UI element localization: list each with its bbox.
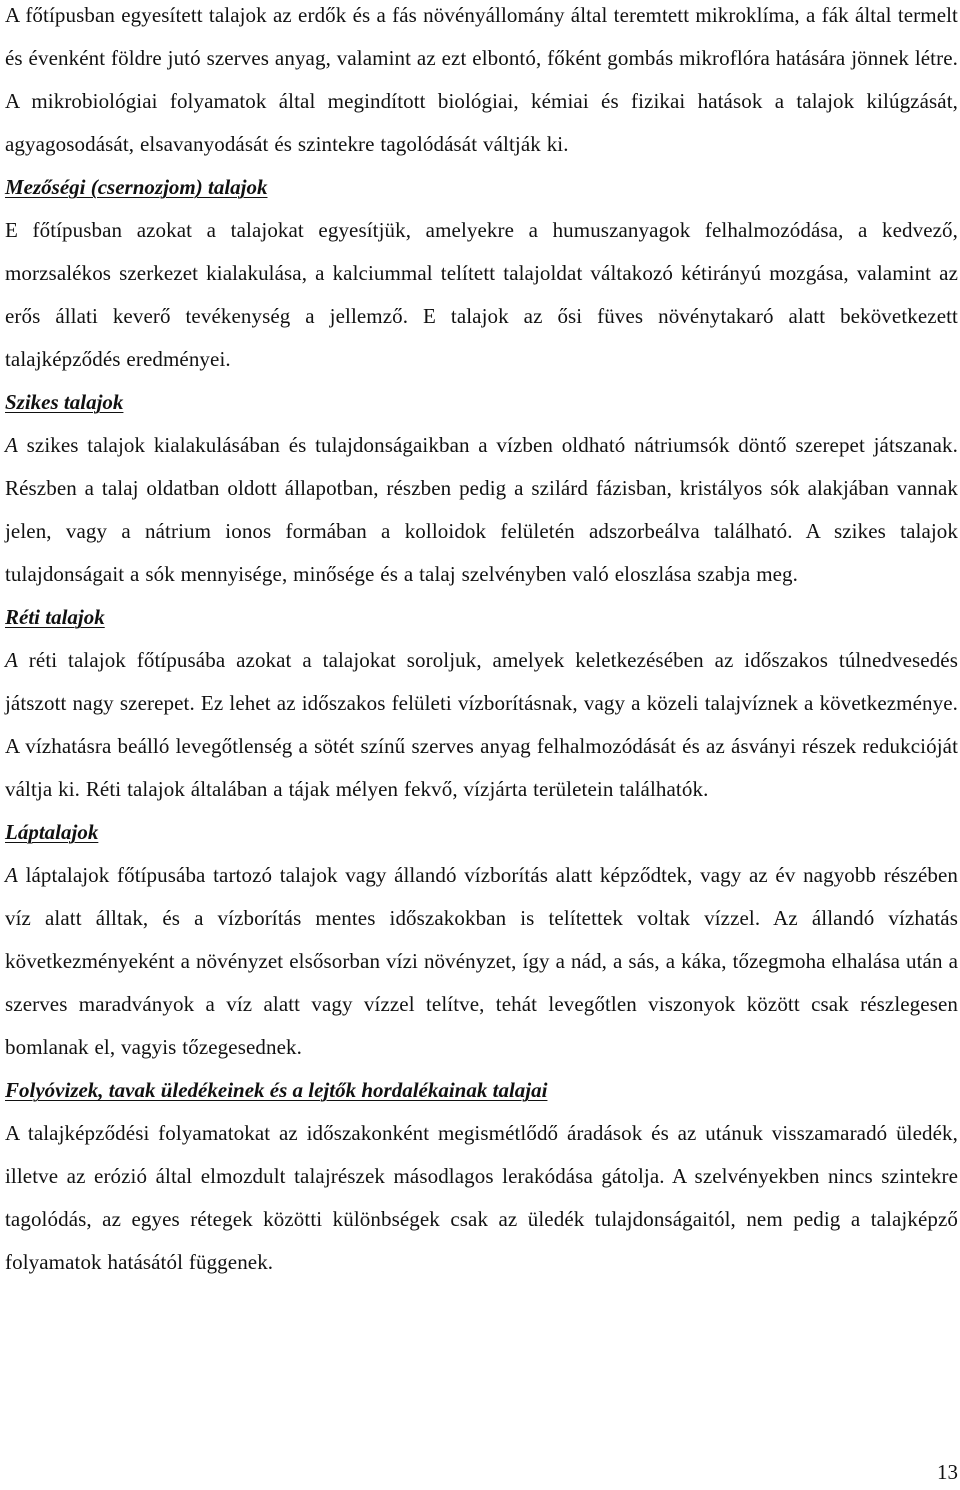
- intro-paragraph: A főtípusban egyesített talajok az erdők és a fás növényállomány által teremtett mikroklíma, a fák által termelt és évenként földre jutó szerves anyag, valamint az ezt elbontó, főként gombás mikroflóra hatására jönnek létre. A mikrobiológiai folyamatok által megindított biológiai, kémiai és fizikai hatások a talajok kilúgzását, agyagosodását, elsavanyodását és szintekre tagolódását váltják ki.: [5, 3, 958, 156]
- paragraph-text: szikes talajok kialakulásában és tulajdonságaikban a vízben oldható nátriumsók döntő szerepet játszanak. Részben a talaj oldatban oldott állapotban, részben pedig a szilárd fázisban, kristályos sók alakjában vannak jelen, vagy a nátrium ionos formában a kolloidok felületén adszorbeálva található. A szikes talajok tulajdonságait a sók mennyisége, minősége és a talaj szelvényben való eloszlása szabja meg.: [5, 433, 958, 586]
- page-number: 13: [937, 1460, 958, 1484]
- section-heading-szikes: [5, 381, 958, 424]
- paragraph-text: réti talajok főtípusába azokat a talajokat soroljuk, amelyek keletkezésében az időszakos túlnedvesedés játszott nagy szerepet. Ez lehet az időszakos felületi vízborításnak, vagy a közeli talajvíznek a következménye. A vízhatásra beálló levegőtlenség a sötét színű szerves anyag felhalmozódását és az ásványi részek redukcióját váltja ki. Réti talajok általában a tájak mélyen fekvő, vízjárta területein találhatók.: [5, 648, 958, 801]
- section-body-lap: [5, 854, 958, 1069]
- heading-text: Láptalajok: [5, 820, 99, 844]
- heading-text: Réti talajok: [5, 605, 105, 629]
- paragraph-lead: A: [5, 863, 18, 887]
- paragraph-lead: A: [5, 648, 18, 672]
- section-heading-lap: [5, 811, 958, 854]
- heading-text: Mezőségi (csernozjom) talajok: [5, 175, 268, 199]
- heading-text: Folyóvizek, tavak üledékeinek és a lejtők hordalékainak talajai: [5, 1078, 548, 1102]
- paragraph-text: láptalajok főtípusába tartozó talajok vagy állandó vízborítás alatt képződtek, vagy az év nagyobb részében víz alatt álltak, és a vízborítás mentes időszakokban is telítettek voltak vízzel. Az állandó vízhatás következményeként a növényzet elsősorban vízi növényzet, így a nád, a sás, a káka, tőzegmoha elhalása után a szerves maradványok a víz alatt vagy vízzel telítve, tehát levegőtlen viszonyok között csak részlegesen bomlanak el, vagyis tőzegesednek.: [5, 863, 958, 1059]
- heading-text: Szikes talajok: [5, 390, 124, 414]
- section-heading-reti: [5, 596, 958, 639]
- paragraph-lead: A: [5, 433, 18, 457]
- section-heading-folyovizek: [5, 1069, 958, 1112]
- section-body-folyovizek: [5, 1112, 958, 1284]
- document-body: [5, 0, 958, 1284]
- section-body-szikes: [5, 424, 958, 596]
- paragraph-text: E főtípusban azokat a talajokat egyesítjük, amelyekre a humuszanyagok felhalmozódása, a kedvező, morzsalékos szerkezet kialakulása, a kalciummal telített talajoldat váltakozó kétirányú mozgása, valamint az erős állati keverő tevékenység a jellemző. E talajok az ősi füves növénytakaró alatt bekövetkezett talajképződés eredményei.: [5, 218, 958, 371]
- section-body-mezosegi: [5, 209, 958, 381]
- section-heading-mezosegi: [5, 166, 958, 209]
- paragraph-text: A talajképződési folyamatokat az időszakonként megismétlődő áradások és az utánuk visszamaradó üledék, illetve az erózió által elmozdult talajrészek másodlagos lerakódása gátolja. A szelvényekben nincs szintekre tagolódás, az egyes rétegek közötti különbségek csak az üledék tulajdonságaitól, nem pedig a talajképző folyamatok hatásától függenek.: [5, 1121, 958, 1274]
- section-body-reti: [5, 639, 958, 811]
